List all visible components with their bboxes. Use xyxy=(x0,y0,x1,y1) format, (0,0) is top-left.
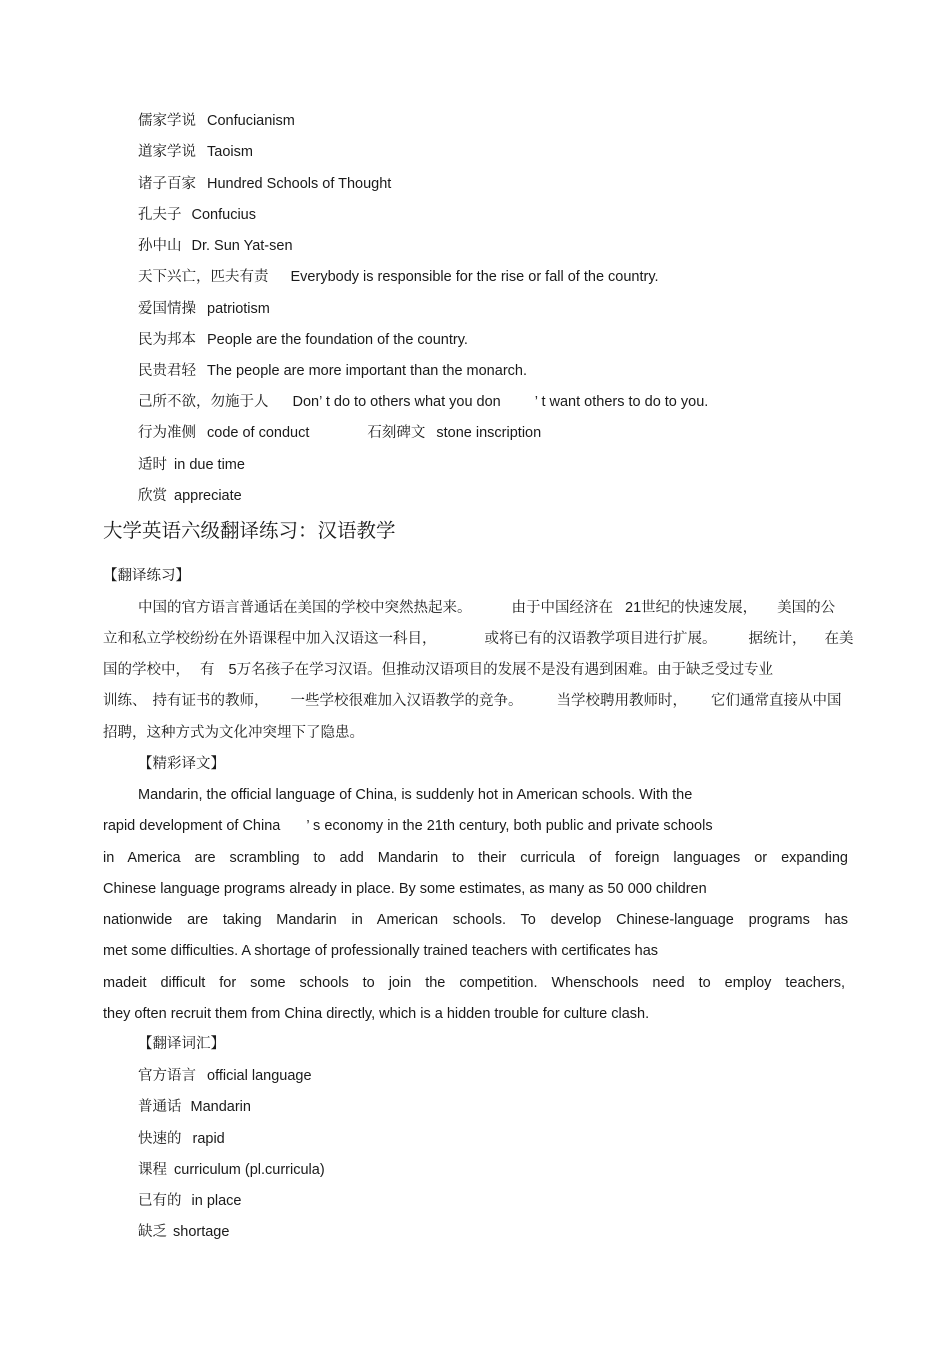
vocab-en: in due time xyxy=(174,457,245,473)
vocab-en: Dr. Sun Yat-sen xyxy=(191,238,293,254)
translation-label: 【精彩译文】 xyxy=(138,756,225,772)
vocab-zh: 缺乏 xyxy=(138,1224,167,1240)
vocab-label: 【翻译词汇】 xyxy=(138,1036,225,1052)
vocab-zh: 行为准侧 xyxy=(138,425,196,441)
english-line: Mandarin, the official language of China, is suddenly hot in American schools. With the xyxy=(138,787,693,803)
vocab-zh: 官方语言 xyxy=(138,1068,196,1084)
vocab-en: shortage xyxy=(173,1224,230,1240)
vocab-item xyxy=(138,331,468,349)
vocab-item xyxy=(138,300,270,318)
vocab-zh: 快速的 xyxy=(138,1131,182,1147)
vocab-en: The people are more important than the monarch. xyxy=(207,363,527,379)
vocab-item xyxy=(138,237,293,255)
vocab-item xyxy=(138,1067,312,1085)
vocab-en: appreciate xyxy=(174,488,242,504)
vocab-en: Mandarin xyxy=(190,1099,251,1115)
vocab-item xyxy=(138,424,541,442)
english-line: rapid development of China ’ s economy in the 21th century, both public and private schools xyxy=(103,818,713,834)
section-title: 大学英语六级翻译练习：汉语教学 xyxy=(103,519,396,542)
vocab-item xyxy=(138,456,245,474)
vocab-item xyxy=(138,206,256,224)
vocab-item xyxy=(138,362,527,380)
vocab-en: curriculum (pl.curricula) xyxy=(174,1162,325,1178)
vocab-en: patriotism xyxy=(207,301,270,317)
vocab-en: Confucianism xyxy=(207,113,295,129)
vocab-en: rapid xyxy=(192,1131,225,1147)
vocab-zh: 石刻碑文 xyxy=(367,425,426,441)
vocab-zh: 儒家学说 xyxy=(138,113,196,129)
english-line: they often recruit them from China directly, which is a hidden trouble for culture clash. xyxy=(103,1006,650,1022)
chinese-line: 中国的官方语言普通话在美国的学校中突然热起来。 由于中国经济在 21世纪的快速发展， 美国的公 xyxy=(138,600,836,616)
vocab-en: code of conduct xyxy=(207,425,310,441)
chinese-line: 立和私立学校纷纷在外语课程中加入汉语这一科目， 或将已有的汉语教学项目进行扩展。 据统计， 在美 xyxy=(103,631,854,647)
vocab-item xyxy=(138,393,708,411)
vocab-zh: 已有的 xyxy=(138,1193,182,1209)
vocab-zh: 课程 xyxy=(138,1162,167,1178)
vocab-item xyxy=(138,1098,251,1116)
english-line: nationwide are taking Mandarin in American schools. To develop Chinese-language programs has xyxy=(103,912,848,928)
vocab-en: Confucius xyxy=(191,207,256,223)
vocab-item xyxy=(138,1161,325,1179)
vocab-zh: 孔夫子 xyxy=(138,207,182,223)
vocab-en: Hundred Schools of Thought xyxy=(207,176,392,192)
vocab-item xyxy=(138,1130,225,1148)
vocab-item xyxy=(138,112,295,130)
english-line: met some difficulties. A shortage of professionally trained teachers with certificates has xyxy=(103,943,659,959)
vocab-item xyxy=(138,268,659,286)
vocab-zh: 孙中山 xyxy=(138,238,182,254)
practice-label: 【翻译练习】 xyxy=(103,568,190,584)
vocab-item xyxy=(138,1223,229,1241)
vocab-zh: 天下兴亡，匹夫有责 xyxy=(138,269,269,285)
vocab-en: Everybody is responsible for the rise or fall of the country. xyxy=(290,269,659,285)
vocab-en: official language xyxy=(207,1068,312,1084)
vocab-item xyxy=(138,143,253,161)
vocab-zh: 民贵君轻 xyxy=(138,363,196,379)
vocab-en: Don xyxy=(292,394,320,410)
vocab-zh: 普通话 xyxy=(138,1099,182,1115)
vocab-zh: 欣赏 xyxy=(138,488,167,504)
vocab-zh: 民为邦本 xyxy=(138,332,196,348)
vocab-zh: 爱国情操 xyxy=(138,301,196,317)
vocab-en: ’ t do to others what you don xyxy=(319,394,501,410)
vocab-en: People are the foundation of the country. xyxy=(207,332,468,348)
vocab-en: ’ t want others to do to you. xyxy=(534,394,709,410)
chinese-line: 国的学校中， 有 5万名孩子在学习汉语。但推动汉语项目的发展不是没有遇到困难。由于缺乏受过专业 xyxy=(103,662,774,678)
vocab-en: stone inscription xyxy=(436,425,542,441)
vocab-zh: 己所不欲，勿施于人 xyxy=(138,394,269,410)
english-line: Chinese language programs already in place. By some estimates, as many as 50 000 children xyxy=(103,881,707,897)
vocab-en: Taoism xyxy=(207,144,253,160)
vocab-zh: 适时 xyxy=(138,457,167,473)
english-line: madeit difficult for some schools to join the competition. Whenschools need to employ teachers, xyxy=(103,975,845,991)
vocab-en: in place xyxy=(191,1193,242,1209)
chinese-line: 训练、 持有证书的教师， 一些学校很难加入汉语教学的竞争。 当学校聘用教师时， 它们通常直接从中国 xyxy=(103,693,842,709)
chinese-line: 招聘，这种方式为文化冲突埋下了隐患。 xyxy=(103,725,364,741)
vocab-zh: 道家学说 xyxy=(138,144,196,160)
vocab-item xyxy=(138,175,391,193)
vocab-zh: 诸子百家 xyxy=(138,176,196,192)
vocab-item xyxy=(138,1192,241,1210)
vocab-item xyxy=(138,487,242,505)
english-line: in America are scrambling to add Mandarin to their curricula of foreign languages or expanding xyxy=(103,850,848,866)
